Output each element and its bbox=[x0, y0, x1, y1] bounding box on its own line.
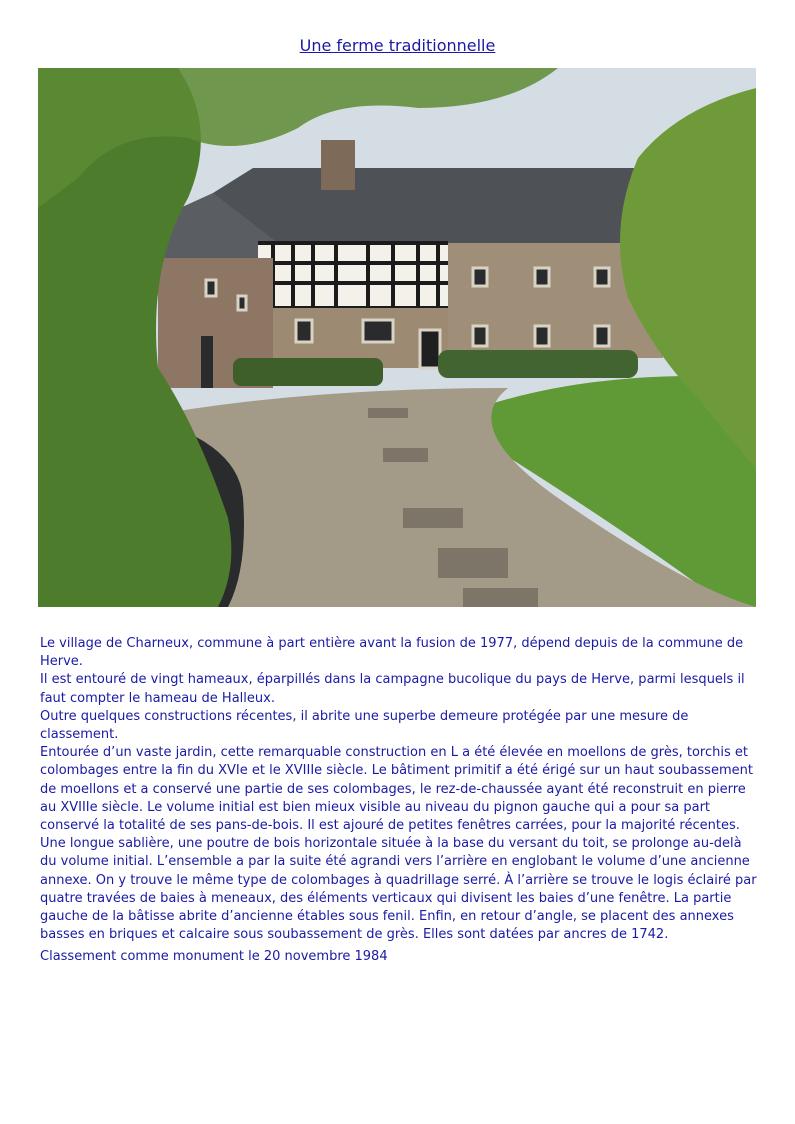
paragraph-charneux: Le village de Charneux, commune à part entière avant la fusion de 1977, dépend depuis de la commune de Herve. bbox=[40, 636, 744, 670]
classement-note: Classement comme monument le 20 novembre 1984 bbox=[40, 949, 388, 965]
paragraph-construction: Entourée d’un vaste jardin, cette remarquable construction en L a été élevée en moellons de grès, torchis et colombages entre la fin du XVIe et le XVIIIe siècle. Le bâtiment primitif a été érigé sur un haut soubassement de moellons et a conservé une partie de ses colombages, le rez-de-chaussée ayant été reconstruit en pierre au XVIIIe siècle. Le volume initial est bien mieux visible au niveau du pignon gauche qui a pour sa part conservé la totalité de ses pans-de-bois. Il est ajouré de petites fenêtres carrées, pour la majorité récentes. Une longue sablière, une poutre de bois horizontale située à la base du versant du toit, se prolonge au-delà du volume initial. L’ensemble a par la suite été agrandi vers l’arrière en englobant le volume d’une ancienne annexe. On y trouve le même type de colombages à quadrillage serré. À l’arrière se trouve le logis éclairé par quatre travées de baies à meneaux, des éléments verticaux qui divisent les baies d’une fenêtre. La partie gauche de la bâtisse abrite d’ancienne étables sous fenil. Enfin, en retour d’angle, se placent des annexes basses en briques et calcaire sous soubassement de grès. Elles sont datées par ancres de 1742. bbox=[40, 745, 757, 943]
description-text bbox=[40, 635, 760, 967]
paragraph-demeure: Outre quelques constructions récentes, il abrite une superbe demeure protégée par une mesure de classement. bbox=[40, 708, 689, 743]
farmhouse-photo bbox=[38, 68, 756, 607]
page-title: Une ferme traditionnelle bbox=[299, 36, 496, 55]
paragraph-hameaux: Il est entouré de vingt hameaux, éparpillés dans la campagne bucolique du pays de Herve, parmi lesquels il faut compter le hameau de Halleux. bbox=[40, 672, 745, 706]
